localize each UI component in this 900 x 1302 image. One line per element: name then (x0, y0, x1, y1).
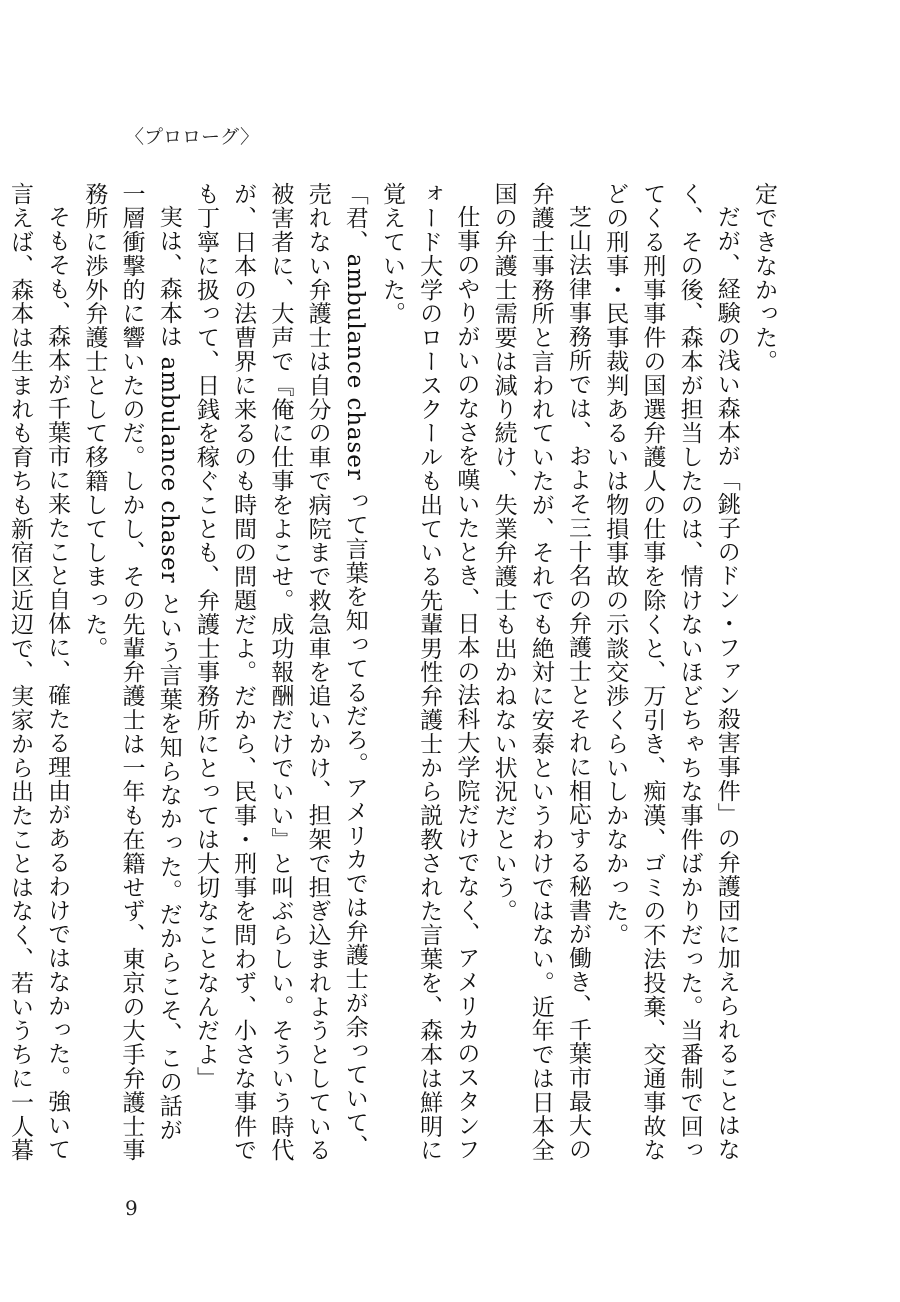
body-text (6, 182, 782, 1162)
chapter-header: 〈プロローグ〉 (125, 126, 259, 148)
paragraph: 仕事のやりがいのなさを嘆いたとき、日本の法科大学院だけでなく、アメリカのスタンフォード大学のロースクールも出ている先輩男性弁護士から説教された言葉を、森本は鮮明に覚えていた。 (378, 182, 480, 1162)
paragraph: 芝山法律事務所では、およそ三十名の弁護士とそれに相応する秘書が働き、千葉市最大の弁護士事務所と言われていたが、それでも絶対に安泰というわけではない。近年では日本全国の弁護士需要は減り続け、失業弁護士も出かねない状況だという。 (490, 182, 591, 1162)
paragraph: 定できなかった。 (751, 182, 777, 374)
page-number: 9 (125, 1196, 138, 1220)
paragraph: 実は、森本は ambulance chaser という言葉を知らなかった。だからこそ、この話が一層衝撃的に響いたのだ。しかし、その先輩弁護士は一年も在籍せず、東京の大手弁護士事務所に渉外弁護士として移籍してしまった。 (81, 182, 182, 1162)
quoted-dialogue: 「君、ambulance chaser って言葉を知ってるだろ。アメリカでは弁護士が余っていて、売れない弁護士は自分の車で病院まで救急車を追いかけ、担架で担ぎ込まれようとしている被害者に、大声で『俺に仕事をよこせ。成功報酬だけでいい』と叫ぶらしい。そういう時代が、日本の法曹界に来るのも時間の問題だよ。だから、民事・刑事を問わず、小さな事件でも丁寧に扱って、日銭を稼ぐことも、弁護士事務所にとっては大切なことなんだよ」 (192, 182, 368, 1162)
paragraph: だが、経験の浅い森本が「銚子のドン・ファン殺害事件」の弁護団に加えられることはなく、その後、森本が担当したのは、情けないほどちゃちな事件ばかりだった。当番制で回ってくる刑事事件の国選弁護人の仕事を除くと、万引き、痴漢、ゴミの不法投棄、交通事故などの刑事・民事裁判あるいは物損事故の示談交渉くらいしかなかった。 (602, 182, 740, 1162)
paragraph: そもそも、森本が千葉市に来たこと自体に、確たる理由があるわけではなかった。強いて言えば、森本は生まれも育ちも新宿区近辺で、実家から出たことはなく、若いうちに一人暮 (6, 182, 71, 1162)
